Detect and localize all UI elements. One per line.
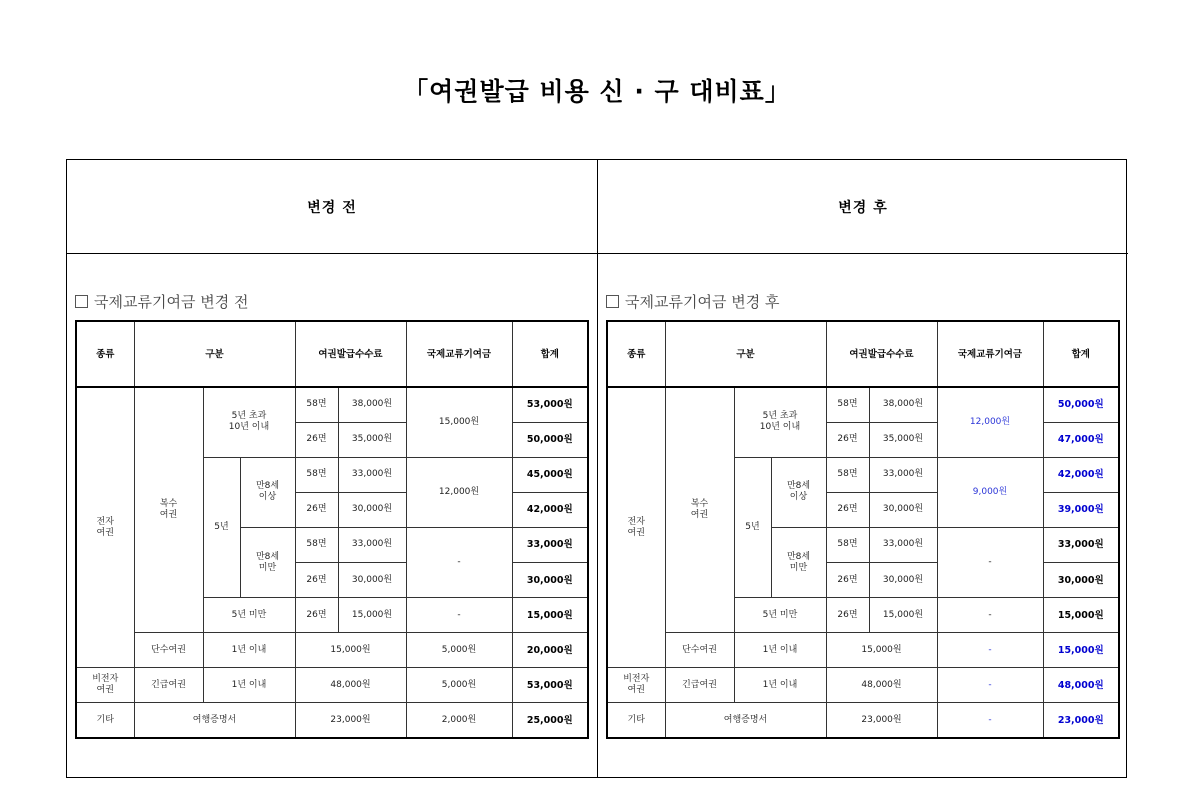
pages: 26면: [826, 598, 869, 633]
fee: 48,000원: [826, 668, 937, 703]
total: 47,000원: [1043, 422, 1119, 457]
fee: 33,000원: [869, 527, 937, 562]
fee: 15,000원: [338, 598, 406, 633]
fee: 38,000원: [869, 387, 937, 422]
total: 39,000원: [1043, 492, 1119, 527]
age-8-over: 만8세 이상: [771, 457, 826, 527]
type-non-electronic: 비전자 여권: [607, 668, 665, 703]
total: 25,000원: [512, 703, 588, 738]
under-5-year: 5년 미만: [203, 598, 295, 633]
pages: 58면: [295, 527, 338, 562]
header-category: 구분: [665, 321, 826, 387]
header-total: 합계: [1043, 321, 1119, 387]
over-5-year: 5년 초과 10년 이내: [734, 387, 826, 457]
contribution: -: [937, 633, 1043, 668]
fee: 38,000원: [338, 387, 406, 422]
pages: 58면: [295, 387, 338, 422]
fee: 33,000원: [869, 457, 937, 492]
contribution: 2,000원: [406, 703, 512, 738]
pages: 58면: [295, 457, 338, 492]
section-label-text: 국제교류기여금 변경 전: [94, 293, 249, 311]
panel-heading: 변경 전: [67, 160, 597, 254]
total: 23,000원: [1043, 703, 1119, 738]
over-5-year: 5년 초과 10년 이내: [203, 387, 295, 457]
header-type: 종류: [607, 321, 665, 387]
table-row: [607, 633, 1119, 668]
contribution: -: [937, 527, 1043, 597]
table-row: [607, 703, 1119, 738]
total: 33,000원: [512, 527, 588, 562]
total: 48,000원: [1043, 668, 1119, 703]
table-row: [607, 387, 1119, 422]
header-contribution: 국제교류기여금: [937, 321, 1043, 387]
table-row: [76, 633, 588, 668]
total: 42,000원: [512, 492, 588, 527]
total: 15,000원: [512, 598, 588, 633]
table-header-row: [76, 321, 588, 387]
square-bullet-icon: [606, 295, 619, 308]
section-label-text: 국제교류기여금 변경 후: [625, 293, 780, 311]
within-1-year: 1년 이내: [203, 633, 295, 668]
pages: 58면: [826, 527, 869, 562]
pages: 26면: [826, 422, 869, 457]
before-panel: [67, 160, 598, 777]
header-issuance-fee: 여권발급수수료: [295, 321, 406, 387]
pages: 26면: [295, 492, 338, 527]
total: 53,000원: [512, 668, 588, 703]
fee: 30,000원: [869, 563, 937, 598]
age-8-under: 만8세 미만: [240, 527, 295, 597]
section-label: [75, 291, 248, 312]
total: 30,000원: [512, 563, 588, 598]
total: 20,000원: [512, 633, 588, 668]
total: 53,000원: [512, 387, 588, 422]
contribution: 9,000원: [937, 457, 1043, 527]
total: 50,000원: [1043, 387, 1119, 422]
header-type: 종류: [76, 321, 134, 387]
contribution: -: [937, 668, 1043, 703]
total: 45,000원: [512, 457, 588, 492]
fee: 15,000원: [869, 598, 937, 633]
fee: 30,000원: [869, 492, 937, 527]
pages: 58면: [826, 387, 869, 422]
table-row: [76, 703, 588, 738]
header-category: 구분: [134, 321, 295, 387]
contribution: 15,000원: [406, 387, 512, 457]
total: 33,000원: [1043, 527, 1119, 562]
fee: 23,000원: [295, 703, 406, 738]
fee-table: [606, 320, 1120, 739]
pages: 58면: [826, 457, 869, 492]
pages: 26면: [826, 492, 869, 527]
table-header-row: [607, 321, 1119, 387]
fee: 15,000원: [826, 633, 937, 668]
fee: 33,000원: [338, 527, 406, 562]
header-issuance-fee: 여권발급수수료: [826, 321, 937, 387]
under-5-year: 5년 미만: [734, 598, 826, 633]
total: 15,000원: [1043, 598, 1119, 633]
fee: 35,000원: [869, 422, 937, 457]
fee: 48,000원: [295, 668, 406, 703]
contribution: 12,000원: [937, 387, 1043, 457]
five-year: 5년: [203, 457, 240, 597]
single-passport: 단수여권: [665, 633, 734, 668]
pages: 26면: [295, 563, 338, 598]
single-passport: 단수여권: [134, 633, 203, 668]
pages: 26면: [826, 563, 869, 598]
five-year: 5년: [734, 457, 771, 597]
contribution: 5,000원: [406, 668, 512, 703]
travel-certificate: 여행증명서: [665, 703, 826, 738]
multiple-passport: 복수 여권: [665, 387, 734, 633]
fee: 33,000원: [338, 457, 406, 492]
within-1-year: 1년 이내: [734, 633, 826, 668]
contribution: -: [406, 527, 512, 597]
fee: 30,000원: [338, 563, 406, 598]
contribution: 5,000원: [406, 633, 512, 668]
table-row: [76, 668, 588, 703]
pages: 26면: [295, 598, 338, 633]
table-row: [607, 668, 1119, 703]
emergency-passport: 긴급여권: [134, 668, 203, 703]
after-panel: [598, 160, 1128, 777]
contribution: -: [937, 598, 1043, 633]
type-other: 기타: [607, 703, 665, 738]
fee: 30,000원: [338, 492, 406, 527]
pages: 26면: [295, 422, 338, 457]
page-title: 「여권발급 비용 신 · 구 대비표」: [403, 77, 791, 106]
comparison-frame: [66, 159, 1127, 778]
type-electronic: 전자 여권: [607, 387, 665, 668]
type-electronic: 전자 여권: [76, 387, 134, 668]
contribution: -: [937, 703, 1043, 738]
total: 50,000원: [512, 422, 588, 457]
type-other: 기타: [76, 703, 134, 738]
within-1-year: 1년 이내: [203, 668, 295, 703]
header-contribution: 국제교류기여금: [406, 321, 512, 387]
emergency-passport: 긴급여권: [665, 668, 734, 703]
multiple-passport: 복수 여권: [134, 387, 203, 633]
total: 42,000원: [1043, 457, 1119, 492]
fee-table: [75, 320, 589, 739]
table-row: [76, 387, 588, 422]
panel-heading: 변경 후: [598, 160, 1128, 254]
contribution: -: [406, 598, 512, 633]
age-8-under: 만8세 미만: [771, 527, 826, 597]
total: 30,000원: [1043, 563, 1119, 598]
header-total: 합계: [512, 321, 588, 387]
within-1-year: 1년 이내: [734, 668, 826, 703]
fee: 23,000원: [826, 703, 937, 738]
contribution: 12,000원: [406, 457, 512, 527]
fee: 15,000원: [295, 633, 406, 668]
age-8-over: 만8세 이상: [240, 457, 295, 527]
travel-certificate: 여행증명서: [134, 703, 295, 738]
total: 15,000원: [1043, 633, 1119, 668]
type-non-electronic: 비전자 여권: [76, 668, 134, 703]
fee: 35,000원: [338, 422, 406, 457]
square-bullet-icon: [75, 295, 88, 308]
section-label: [606, 291, 779, 312]
